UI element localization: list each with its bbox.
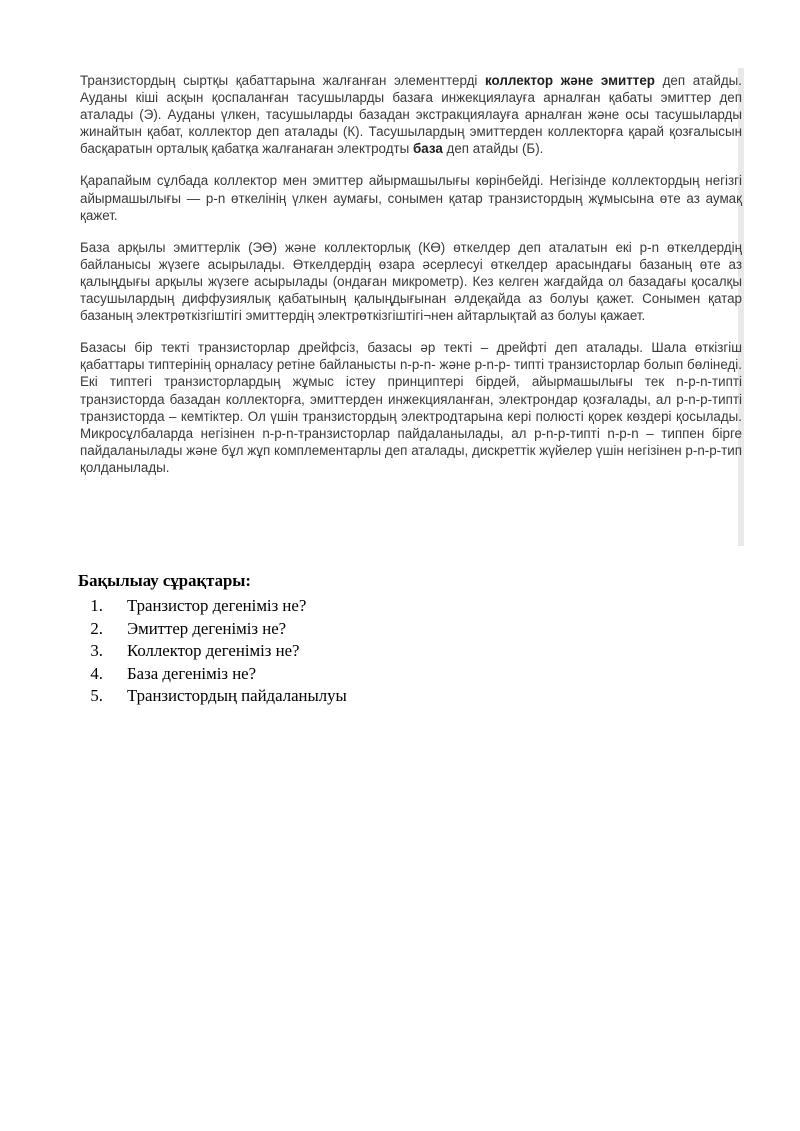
question-item: [78, 663, 347, 686]
question-item: [78, 595, 347, 618]
question-item: [78, 640, 347, 663]
questions-list: [78, 595, 347, 708]
question-number: 1.: [90, 596, 103, 615]
questions-heading: Бақылыау сұрақтары:: [78, 571, 251, 590]
text-run: Базасы бір текті транзисторлар дрейфсіз, базасы әр текті – дрейфті деп аталады. Шала өткізгіш қабаттары типтерінің орналасу ретіне байланысты n-p-n- және p-n-p- типті транзисторлар болып бөлінеді. Екі типтегі транзисторлардың жұмыс істеу принциптері бірдей, айырмашылығы тек n-p-n-типті транзисторда базадан коллекторға, эмиттерден инжекцияланған, электрондар қозғалады, ал p-n-p-типті транзисторда – кемтіктер. Ол үшін транзистордың электродтарына кері полюсті қорек көздері қосылады. Микросұлбаларда негізінен n-p-n-транзисторлар пайдаланылады, ал p-n-p-типті n-p-n – типпен бірге пайдаланылады және бұл жұп комплементарлы деп аталады, дискреттік жүйелер үшін негізінен p-n-p-тип қолданылады.: [80, 340, 742, 475]
paragraph: [80, 72, 742, 157]
paragraph: [80, 339, 742, 476]
question-text: Коллектор дегеніміз не?: [127, 641, 300, 660]
text-run: Қарапайым сұлбада коллектор мен эмиттер айырмашылығы көрінбейді. Негізінде коллектордың негізгі айырмашылығы — p-n өткелінің үлкен аумағы, сонымен қатар транзистордың жұмысына өте аз аумақ қажет.: [80, 173, 742, 223]
text-run: деп атайды (Б).: [442, 141, 544, 157]
paragraph: [80, 172, 742, 223]
bold-term: база: [412, 141, 443, 157]
question-number: 3.: [90, 641, 103, 660]
question-text: Транзистор дегеніміз не?: [127, 596, 307, 615]
question-number: 5.: [90, 686, 103, 705]
question-text: База дегеніміз не?: [127, 663, 257, 683]
scanned-text-block: [80, 72, 742, 491]
question-text: Эмиттер дегеніміз не?: [127, 618, 287, 638]
question-number: 2.: [90, 618, 103, 638]
bold-term: коллектор және эмиттер: [485, 73, 655, 88]
question-item: [78, 685, 347, 708]
text-run: База арқылы эмиттерлік (ЭӨ) және коллекторлық (КӨ) өткелдер деп аталатын екі p-n өткелдердің байланысы жүзеге асырылады. Өткелдердің өзара әсерлесуі өткелдер арасындағы базаның өте аз қалыңдығы арқылы жүзеге асырылады (ондаған микрометр). Кез келген жағдайда ол базадағы қосалқы тасушылардың диффузиялық қабатының қалыңдығынан әлдеқайда аз болуы қажет. Сонымен қатар базаның электрөткізгіштігі эмиттердің электрөткізгіштігі¬нен айтарлықтай аз болуы қажает.: [80, 239, 742, 324]
paragraph: [80, 239, 742, 324]
control-questions-section: [78, 570, 347, 708]
question-item: [78, 618, 347, 641]
text-run: деп атайды. Ауданы кіші асқын қоспаланған тасушыларды базаға инжекциялауға арналған қабаты эмиттер деп аталады (Э). Ауданы үлкен, тасушыларды базадан экстракциялауға арналған және осы тасушыларды жинайтын қабат, коллектор деп аталады (К). Тасушылардың эмиттерден коллекторға қарай қозғалысын басқаратын орталық қабатқа жалғанаған электродты: [80, 73, 742, 157]
question-number: 4.: [90, 663, 103, 683]
text-run: Транзистордың сыртқы қабаттарына жалғанған элементтерді: [80, 73, 486, 88]
question-text: Транзистордың пайдаланылуы: [127, 686, 347, 705]
